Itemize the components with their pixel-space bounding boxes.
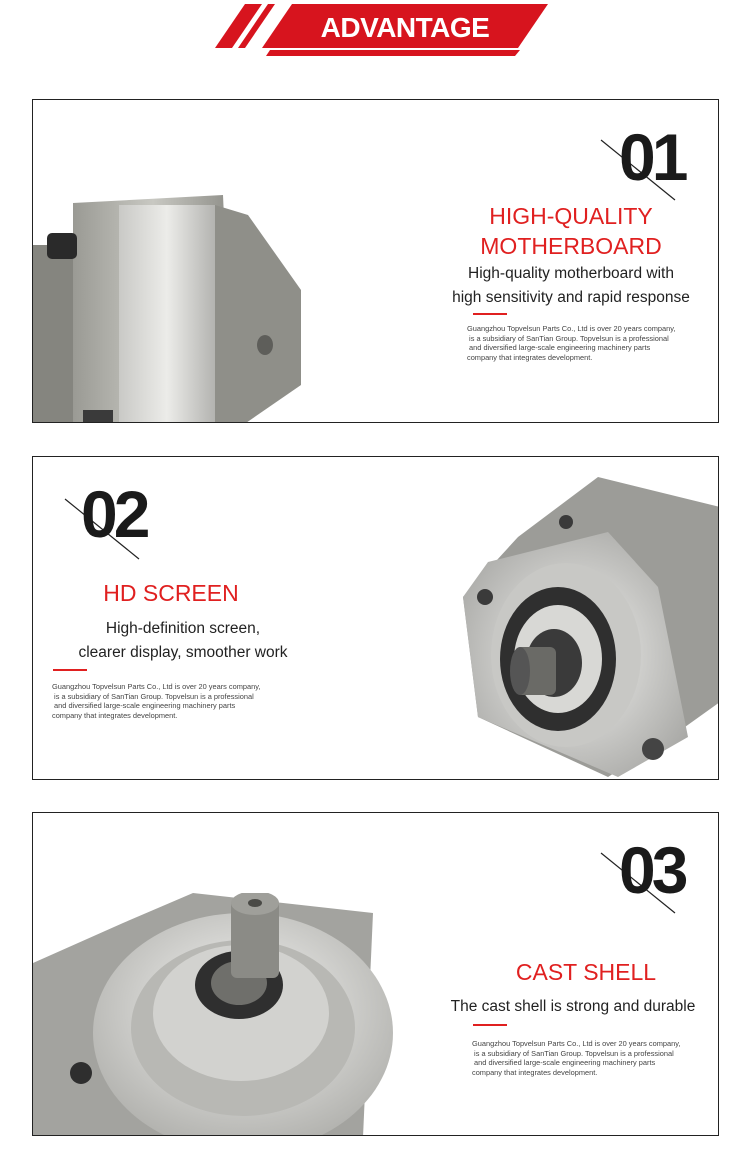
feature-title-line1: HIGH-QUALITY (489, 203, 653, 229)
advantage-banner (0, 0, 750, 62)
feature-description-line2: high sensitivity and rapid response (452, 289, 690, 306)
company-blurb-line1: Guangzhou Topvelsun Parts Co., Ltd is over 20 years company, (472, 1039, 681, 1048)
company-blurb-line4: company that integrates development. (52, 710, 178, 720)
feature-description-line1: High-definition screen, (105, 620, 261, 637)
gear-pump-front-view-image (458, 477, 719, 780)
company-blurb-line3: and diversified large-scale engineering machinery parts (52, 701, 236, 710)
feature-title-line1: HD SCREEN (103, 580, 239, 606)
company-blurb-line2: is a subsidiary of SanTian Group. Topvelsun is a professional (472, 1048, 674, 1058)
company-blurb-line3: and diversified large-scale engineering machinery parts (472, 1058, 656, 1067)
feature-panel-3 (32, 812, 719, 1136)
feature-panel-1 (32, 99, 719, 423)
feature-title-line1: CAST SHELL (515, 959, 657, 985)
gear-pump-shaft-closeup-image (33, 893, 403, 1136)
feature-description-line1: High-quality motherboard with (468, 265, 674, 282)
feature-panel-2 (32, 456, 719, 780)
banner-title: ADVANTAGE (320, 12, 490, 43)
red-underline (473, 1024, 507, 1026)
feature-number: 02 (81, 477, 147, 551)
company-blurb-line1: Guangzhou Topvelsun Parts Co., Ltd is over 20 years company, (52, 682, 261, 691)
feature-description-line2: clearer display, smoother work (78, 644, 288, 661)
gear-pump-side-view-image (33, 195, 333, 423)
red-underline (53, 669, 87, 671)
company-blurb-line4: company that integrates development. (472, 1067, 598, 1077)
feature-title-line2: MOTHERBOARD (480, 233, 662, 259)
company-blurb-line4: company that integrates development. (467, 352, 593, 362)
company-blurb-line2: is a subsidiary of SanTian Group. Topvelsun is a professional (467, 333, 669, 343)
red-underline (473, 313, 507, 315)
company-blurb-line3: and diversified large-scale engineering machinery parts (467, 343, 651, 352)
feature-number: 03 (619, 833, 685, 907)
company-blurb-line2: is a subsidiary of SanTian Group. Topvelsun is a professional (52, 691, 254, 701)
feature-number: 01 (619, 120, 685, 194)
feature-description-line1: The cast shell is strong and durable (450, 998, 696, 1015)
company-blurb-line1: Guangzhou Topvelsun Parts Co., Ltd is over 20 years company, (467, 324, 676, 333)
